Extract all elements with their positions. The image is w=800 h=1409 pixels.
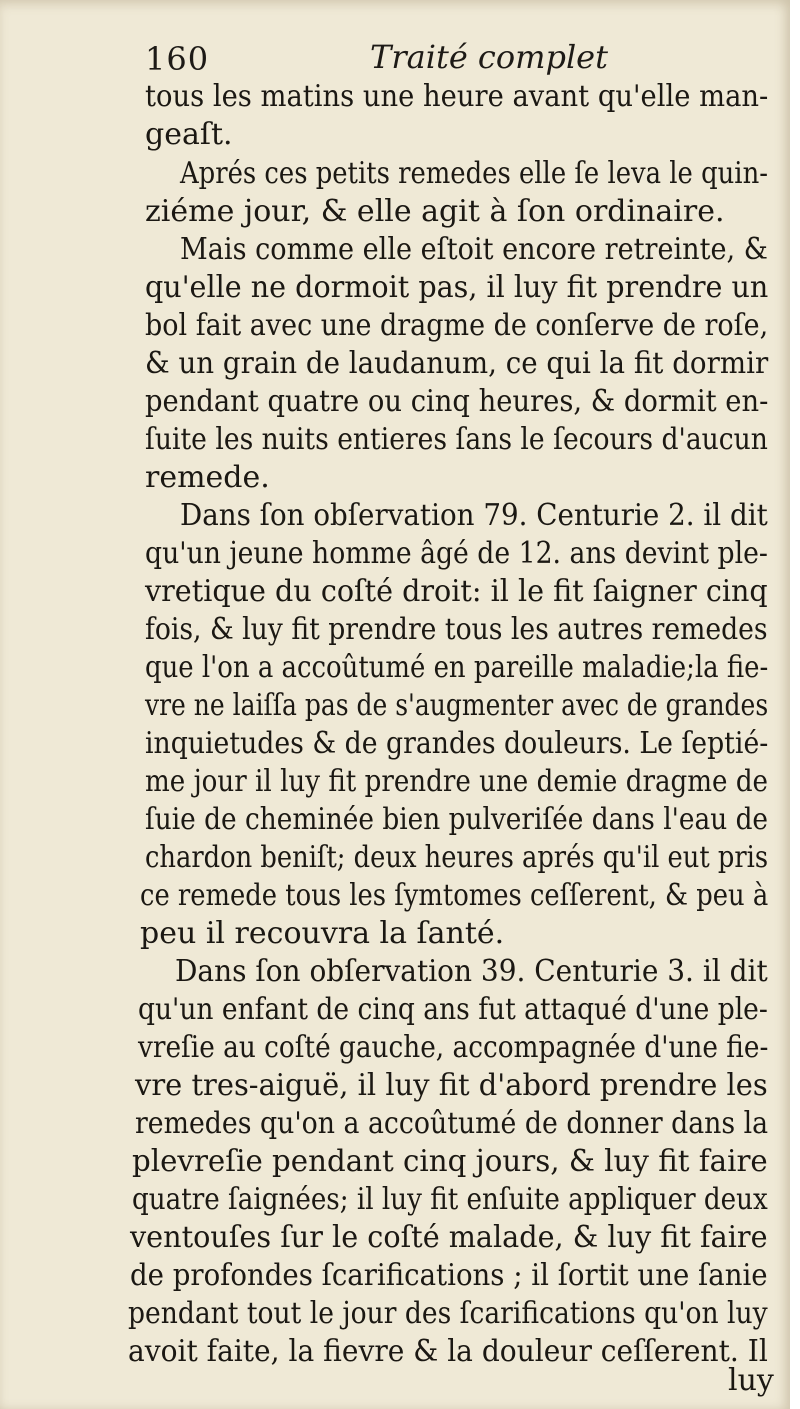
text-line: vre ne laiſſa pas de s'augmenter avec de grandes [145, 688, 769, 723]
text-line: remede. [145, 460, 270, 495]
text-line: & un grain de laudanum, ce qui la fit dormir [145, 346, 769, 381]
text-line: qu'un jeune homme âgé de 12. ans devint ple- [145, 536, 768, 571]
text-line: que l'on a accoûtumé en pareille maladie;la fie- [145, 650, 769, 685]
text-line: ſuie de cheminée bien pulveriſée dans l'eau de [145, 802, 769, 837]
text-line: bol fait avec une dragme de conſerve de roſe, [145, 308, 769, 343]
text-line: geaſt. [145, 117, 233, 152]
text-line: ziéme jour, & elle agit à ſon ordinaire. [145, 194, 725, 229]
text-line: tous les matins une heure avant qu'elle man- [145, 79, 769, 114]
text-line: ce remede tous les ſymtomes ceſſerent, & peu à [140, 878, 769, 913]
text-line: vreſie au coſté gauche, accompagnée d'une fie- [138, 1030, 769, 1065]
text-line: qu'un enfant de cinq ans fut attaqué d'une ple- [138, 992, 768, 1027]
text-line: vre tres-aiguë, il luy fit d'abord prendre les [135, 1068, 768, 1103]
text-line: qu'elle ne dormoit pas, il luy fit prendre un [145, 270, 769, 305]
text-line: vretique du coſté droit: il le fit ſaigner cinq [145, 574, 768, 609]
text-line: Dans ſon obſervation 79. Centurie 2. il dit [180, 498, 768, 533]
text-line: plevreſie pendant cinq jours, & luy fit faire [132, 1144, 768, 1179]
text-line: inquietudes & de grandes douleurs. Le ſeptié- [145, 726, 769, 761]
text-line: pendant quatre ou cinq heures, & dormit en- [145, 384, 769, 419]
text-line: peu il recouvra la ſanté. [140, 916, 505, 951]
text-line: Dans ſon obſervation 39. Centurie 3. il dit [175, 954, 768, 989]
text-line: remedes qu'on a accoûtumé de donner dans la [135, 1106, 769, 1141]
text-line: avoit faite, la fievre & la douleur ceſſerent. Il [128, 1334, 768, 1369]
running-title: Traité complet [370, 38, 608, 76]
catchword: luy [728, 1363, 774, 1398]
text-line: de profondes ſcarifications ; il ſortit une ſanie [130, 1258, 768, 1293]
text-line: fois, & luy fit prendre tous les autres remedes [145, 612, 768, 647]
text-line: me jour il luy fit prendre une demie dragme de [145, 764, 769, 799]
text-line: chardon beniſt; deux heures aprés qu'il eut pris [145, 840, 769, 875]
page-number: 160 [145, 40, 210, 78]
text-line: pendant tout le jour des ſcarifications qu'on luy [128, 1296, 768, 1331]
text-line: ſuite les nuits entieres ſans le ſecours d'aucun [145, 422, 768, 457]
text-line: quatre ſaignées; il luy fit enſuite appliquer deux [132, 1182, 768, 1217]
text-line: Mais comme elle eſtoit encore retreinte, & [180, 232, 768, 267]
text-line: Aprés ces petits remedes elle ſe leva le quin- [180, 156, 768, 191]
text-line: ventouſes ſur le coſté malade, & luy fit faire [130, 1220, 768, 1255]
